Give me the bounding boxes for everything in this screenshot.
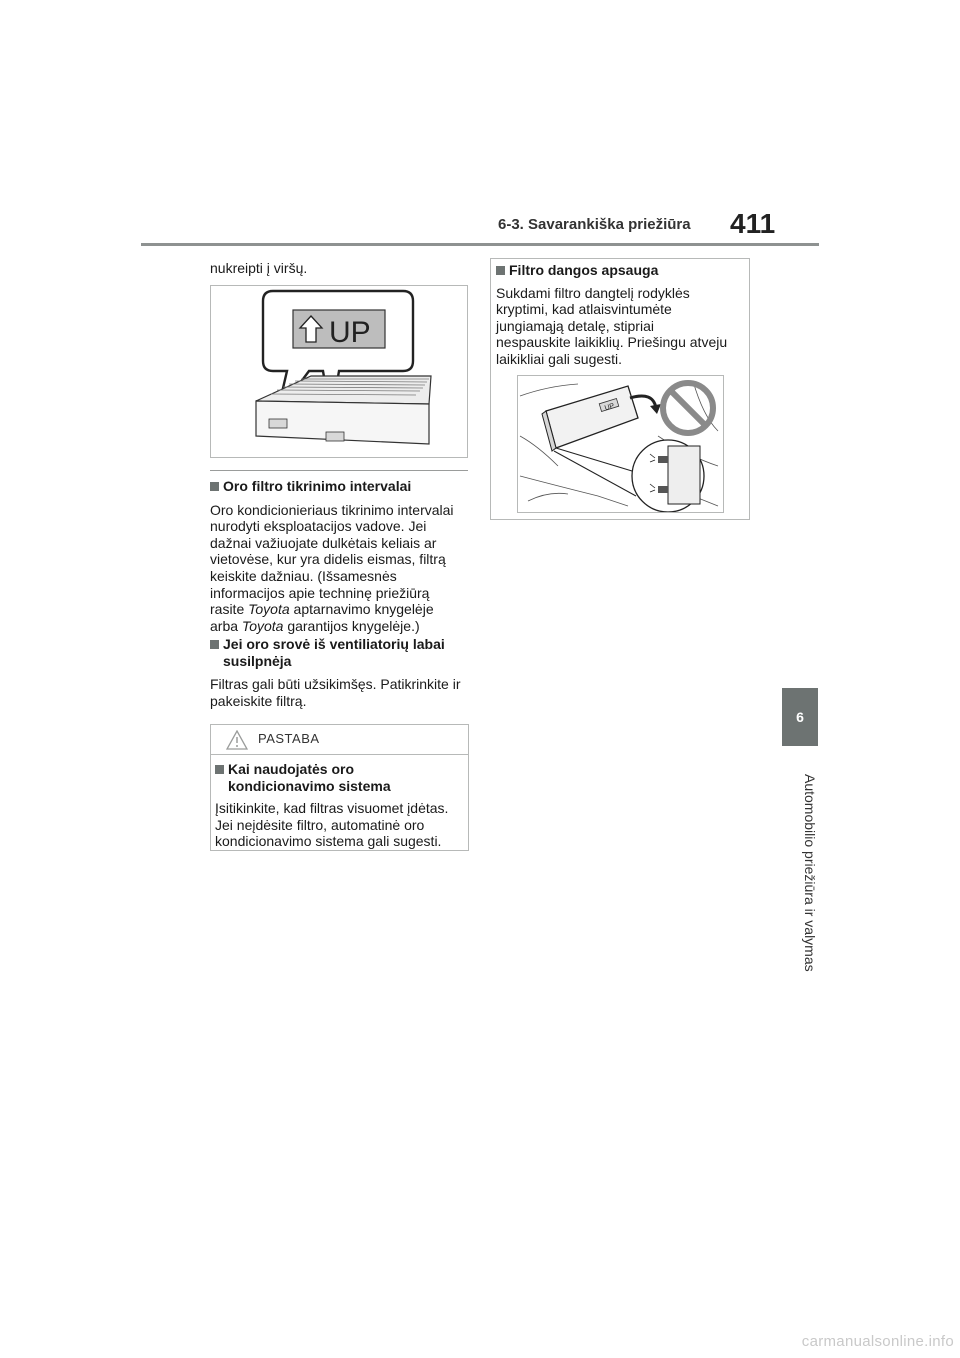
section-heading-cont: susilpnėja: [223, 652, 292, 669]
watermark: carmanualsonline.info: [801, 1333, 954, 1350]
filter-small-label-right: [326, 432, 344, 441]
section-title: 6-3. Savarankiška priežiūra: [498, 216, 691, 233]
notice-header: [210, 724, 469, 754]
box-line: Sukdami filtro dangtelį rodyklės: [496, 284, 690, 301]
notice-content: [215, 761, 467, 850]
paragraph-line: rasite Toyota aptarnavimo knygelėje: [210, 601, 434, 618]
bullet-square-icon: [210, 482, 219, 491]
cover-protection-content: [496, 262, 748, 368]
header-rule: [141, 243, 819, 246]
paragraph-line: nurodyti eksploatacijos vadove. Jei: [210, 518, 427, 535]
paragraph-line: informacijos apie techninę priežiūrą: [210, 584, 430, 601]
paragraph-line: Filtras gali būti užsikimšęs. Patikrinkite ir: [210, 676, 461, 693]
notice-line: Įsitikinkite, kad filtras visuomet įdėtas.: [215, 800, 449, 817]
paragraph-line: pakeiskite filtrą.: [210, 692, 307, 709]
filter-cover: [546, 386, 638, 448]
cover-illustration: [518, 376, 723, 512]
notice-line: kondicionavimo sistema gali sugesti.: [215, 833, 442, 850]
filter-figure: [210, 285, 468, 458]
brand-name: Toyota: [241, 617, 284, 634]
section-heading: Jei oro srovė iš ventiliatorių labai: [210, 636, 470, 653]
notice-line: Jei neįdėsite filtro, automatinė oro: [215, 816, 425, 833]
notice-heading-cont: kondicionavimo sistema: [228, 777, 391, 794]
box-line: jungiamąją detalę, stipriai: [496, 317, 654, 334]
section-filter-intervals: [210, 478, 470, 634]
zoom-cover-part: [668, 446, 700, 504]
paragraph-line: Oro kondicionieriaus tikrinimo intervalai: [210, 501, 454, 518]
notice-label: PASTABA: [258, 731, 320, 746]
filter-illustration: [211, 286, 467, 457]
section-divider: [210, 470, 468, 471]
chapter-side-label: Automobilio priežiūra ir valymas: [802, 774, 818, 972]
box-line: kryptimi, kad atlaisvintumėte: [496, 301, 672, 318]
chapter-tab[interactable]: [782, 688, 818, 746]
bullet-square-icon: [210, 640, 219, 649]
paragraph-line: vietovėse, kur yra didelis eismas, filtrą: [210, 551, 446, 568]
filter-small-label-left: [269, 419, 287, 428]
page-number: 411: [730, 208, 776, 239]
warning-triangle-icon: [226, 730, 248, 750]
paragraph-line: arba Toyota garantijos knygelėje.): [210, 617, 420, 634]
chapter-number: 6: [796, 709, 804, 725]
brand-name: Toyota: [248, 601, 290, 618]
box-heading: Filtro dangos apsauga: [496, 262, 748, 279]
box-line: laikikliai gali sugesti.: [496, 350, 623, 367]
intro-text: nukreipti į viršų.: [210, 260, 308, 276]
cover-up-text: UP: [603, 402, 616, 413]
paragraph-line: keiskite dažniau. (Išsamesnės: [210, 567, 397, 584]
cover-figure: [517, 375, 724, 513]
paragraph-line: dažnai važiuojate dulkėtais keliais ar: [210, 534, 437, 551]
section-heading: Oro filtro tikrinimo intervalai: [210, 478, 470, 495]
up-label-text: UP: [329, 316, 371, 349]
box-line: nespauskite laikiklių. Priešingu atveju: [496, 334, 728, 351]
bullet-square-icon: [496, 266, 505, 275]
bullet-square-icon: [215, 765, 224, 774]
notice-heading: Kai naudojatės oro: [215, 761, 467, 778]
section-weak-airflow: [210, 636, 470, 709]
